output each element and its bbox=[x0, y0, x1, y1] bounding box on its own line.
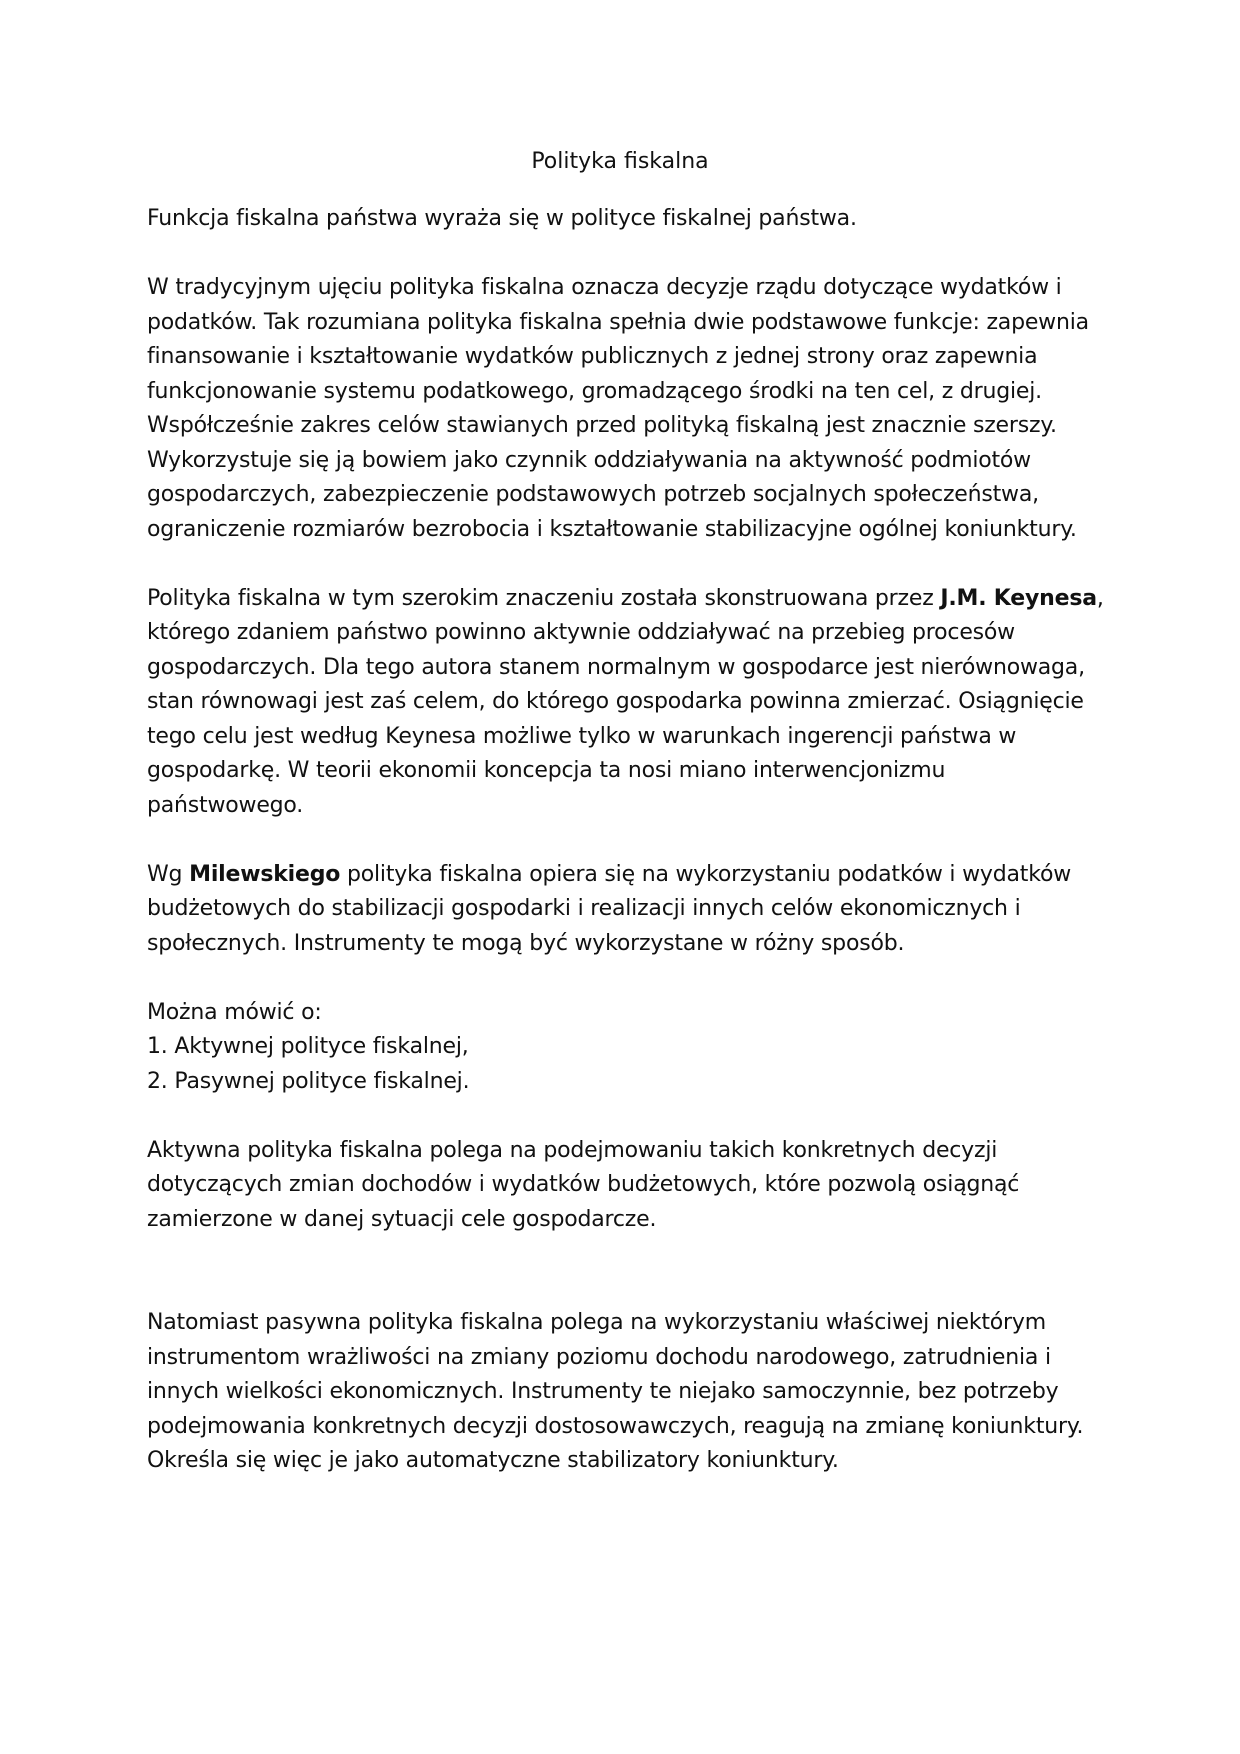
keynes-name: J.M. Keynesa bbox=[940, 585, 1097, 611]
milewski-text-before: Wg bbox=[147, 861, 190, 887]
paragraph-spacer bbox=[147, 237, 1107, 272]
paragraph-spacer bbox=[147, 823, 1107, 858]
keynes-text-after: , którego zdaniem państwo powinno aktywnie oddziaływać na przebieg procesów gospodarczych. Dla tego autora stanem normalnym w gospodarce jest nierównowaga, stan równowagi jest zaś celem, do którego gospodarka powinna zmierzać. Osiągnięcie tego celu jest według Keynesa możliwe tylko w warunkach ingerencji państwa w gospodarkę. W teorii ekonomii koncepcja ta nosi miano interwencjonizmu państwowego. bbox=[147, 585, 1104, 818]
paragraph-spacer bbox=[147, 1099, 1107, 1134]
paragraph-contemporary: Współcześnie zakres celów stawianych przed polityką fiskalną jest znacznie szerszy. Wykorzystuje się ją bowiem jako czynnik oddziaływania na aktywność podmiotów gospodarczych, zabezpieczenie podstawowych potrzeb socjalnych społeczeństwa, ograniczenie rozmiarów bezrobocia i kształtowanie stabilizacyjne ogólnej koniunktury. bbox=[147, 413, 1077, 542]
keynes-text-before: Polityka fiskalna w tym szerokim znaczeniu została skonstruowana przez bbox=[147, 585, 941, 611]
paragraph-passive-policy: Natomiast pasywna polityka fiskalna polega na wykorzystaniu właściwej niektórym instrumentom wrażliwości na zmiany poziomu dochodu narodowego, zatrudnienia i innych wielkości ekonomicznych. Instrumenty te niejako samoczynnie, bez potrzeby podejmowania konkretnych decyzji dostosowawczych, reagują na zmianę koniunktury. bbox=[147, 1310, 1084, 1439]
paragraph-traditional: W tradycyjnym ujęciu polityka fiskalna oznacza decyzje rządu dotyczące wydatków i podatków. Tak rozumiana polityka fiskalna spełnia dwie podstawowe funkcje: zapewnia finansowanie i kształtowanie wydatków publicznych z jednej strony oraz zapewnia funkcjonowanie systemu podatkowego, gromadzącego środki na ten cel, z drugiej. bbox=[147, 275, 1089, 404]
paragraph-spacer bbox=[147, 547, 1107, 582]
milewski-name: Milewskiego bbox=[189, 861, 341, 887]
paragraph-list-intro: Można mówić o: bbox=[147, 999, 322, 1025]
list-item: 2. Pasywnej polityce fiskalnej. bbox=[147, 1068, 470, 1094]
paragraph-keynes bbox=[147, 582, 1107, 824]
document-body bbox=[147, 202, 1107, 1479]
paragraph-spacer bbox=[147, 1237, 1107, 1306]
paragraph-stabilizers: Określa się więc je jako automatyczne stabilizatory koniunktury. bbox=[147, 1448, 839, 1473]
list-item: 1. Aktywnej polityce fiskalnej, bbox=[147, 1034, 469, 1059]
paragraph-intro: Funkcja fiskalna państwa wyraża się w polityce fiskalnej państwa. bbox=[147, 206, 857, 231]
milewski-text-after: polityka fiskalna opiera się na wykorzystaniu podatków i wydatków budżetowych do stabilizacji gospodarki i realizacji innych celów ekonomicznych i społecznych. Instrumenty te mogą być wykorzystane w różny sposób. bbox=[147, 861, 1072, 956]
paragraph-active-policy: Aktywna polityka fiskalna polega na podejmowaniu takich konkretnych decyzji dotyczących zmian dochodów i wydatków budżetowych, które pozwolą osiągnąć zamierzone w danej sytuacji cele gospodarcze. bbox=[147, 1137, 1020, 1232]
paragraph-spacer bbox=[147, 961, 1107, 996]
paragraph-milewski bbox=[147, 858, 1107, 962]
document-title: Polityka fiskalna bbox=[531, 149, 709, 174]
